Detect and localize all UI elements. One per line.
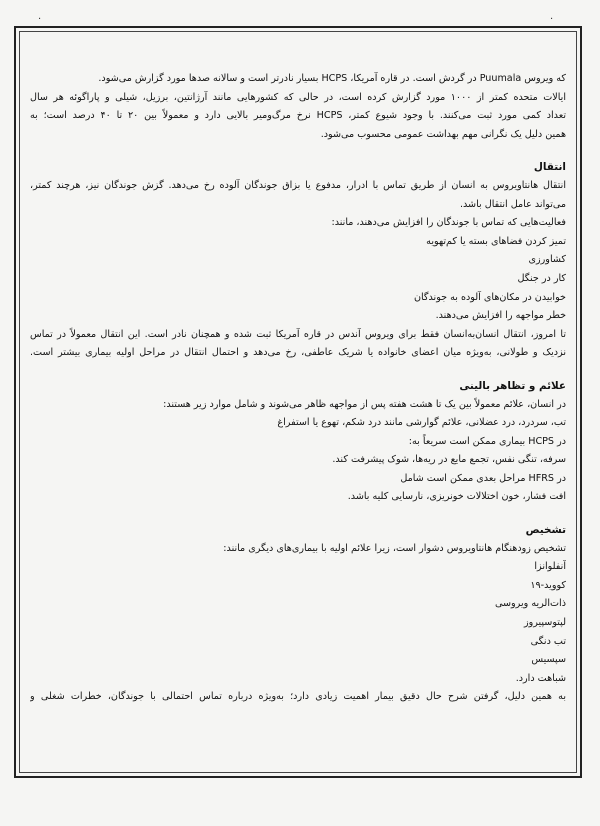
section-heading: تشخیص xyxy=(525,524,566,537)
text-line: به همین دلیل، گرفتن شرح حال دقیق بیمار اهمیت زیادی دارد؛ به‌ویژه درباره تماس احتمالی با جوندگان، خطرات شغلی و xyxy=(30,691,566,703)
text-line: تا امروز، انتقال انسان‌به‌انسان فقط برای ویروس آندس در قاره آمریکا ثبت شده و همچنان نادر است. این انتقال معمولاً در تماس xyxy=(30,328,566,340)
list-item: کار در جنگل xyxy=(517,272,566,284)
document-body xyxy=(30,70,566,770)
text-line: همین دلیل یک نگرانی مهم بهداشت عمومی محسوب می‌شود. xyxy=(320,128,566,140)
intro-paragraph xyxy=(30,70,566,144)
text-line: ایالات متحده کمتر از ۱۰۰۰ مورد گزارش کرده است، در حالی که کشورهایی مانند آرژانتین، برزیل، شیلی و پاراگوئه هر سال xyxy=(30,91,566,103)
list-item: لپتوسپیروز xyxy=(523,617,566,629)
text-line: می‌تواند عامل انتقال باشد. xyxy=(459,198,566,210)
text-line: تب، سردرد، درد عضلانی، علائم گوارشی مانند درد شکم، تهوع یا استفراغ xyxy=(277,417,566,429)
text-line: که ویروس Puumala در گردش است. در قاره آمریکا، HCPS بسیار نادرتر است و سالانه صدها مورد گزارش می‌شود. xyxy=(98,73,566,84)
text-line: شباهت دارد. xyxy=(515,672,566,684)
text-line: افت فشار، خون اختلالات خونریزی، نارسایی کلیه باشد. xyxy=(347,491,566,503)
text-line: تعداد کمی مورد ثبت می‌کنند. با وجود شیوع کمتر، HCPS نرخ مرگ‌ومیر بالایی دارد و معمولاً بین ۲۰ تا ۴۰ درصد است؛ به xyxy=(30,110,566,122)
list-item: ذات‌الریه ویروسی xyxy=(495,598,566,610)
list-item: آنفلوانزا xyxy=(534,561,566,573)
symptoms-section xyxy=(30,377,566,507)
text-line: فعالیت‌هایی که تماس با جوندگان را افزایش می‌دهند، مانند: xyxy=(331,217,566,229)
list-item: تمیز کردن فضاهای بسته یا کم‌تهویه xyxy=(426,235,566,247)
list-item: کووید-۱۹ xyxy=(530,579,566,591)
section-heading: علائم و تظاهر بالینی xyxy=(459,379,566,392)
text-line: در انسان، علائم معمولاً بین یک تا هشت هفته پس از مواجهه ظاهر می‌شوند و شامل موارد زیر هستند: xyxy=(163,398,566,410)
text-line: خطر مواجهه را افزایش می‌دهند. xyxy=(435,310,566,322)
page-mark: · xyxy=(38,14,42,25)
list-item: کشاورزی xyxy=(528,254,566,266)
page-mark: · xyxy=(550,14,554,25)
list-item: تب دنگی xyxy=(530,635,566,647)
list-item: خوابیدن در مکان‌های آلوده به جوندگان xyxy=(413,291,566,303)
diagnosis-section xyxy=(30,521,566,707)
text-line: نزدیک و طولانی، به‌ویژه میان اعضای خانواده یا شریک عاطفی، رخ می‌دهد و احتمال انتقال در مراحل اولیه بیماری بیشتر است. xyxy=(30,347,566,359)
transmission-section xyxy=(30,158,566,363)
section-heading: انتقال xyxy=(533,161,566,174)
text-line: سرفه، تنگی نفس، تجمع مایع در ریه‌ها، شوک پیشرفت کند. xyxy=(332,454,566,466)
text-line: انتقال هانتاویروس به انسان از طریق تماس با ادرار، مدفوع یا بزاق جوندگان آلوده رخ می‌دهد. گزش جوندگان نیز، هرچند کمتر، xyxy=(30,179,566,191)
text-line: در HFRS مراحل بعدی ممکن است شامل xyxy=(400,472,566,484)
list-item: سپسیس xyxy=(531,654,566,666)
text-line: در HCPS بیماری ممکن است سریعاً به: xyxy=(408,435,566,447)
text-line: تشخیص زودهنگام هانتاویروس دشوار است، زیرا علائم اولیه با بیماری‌های دیگری مانند: xyxy=(223,542,566,554)
